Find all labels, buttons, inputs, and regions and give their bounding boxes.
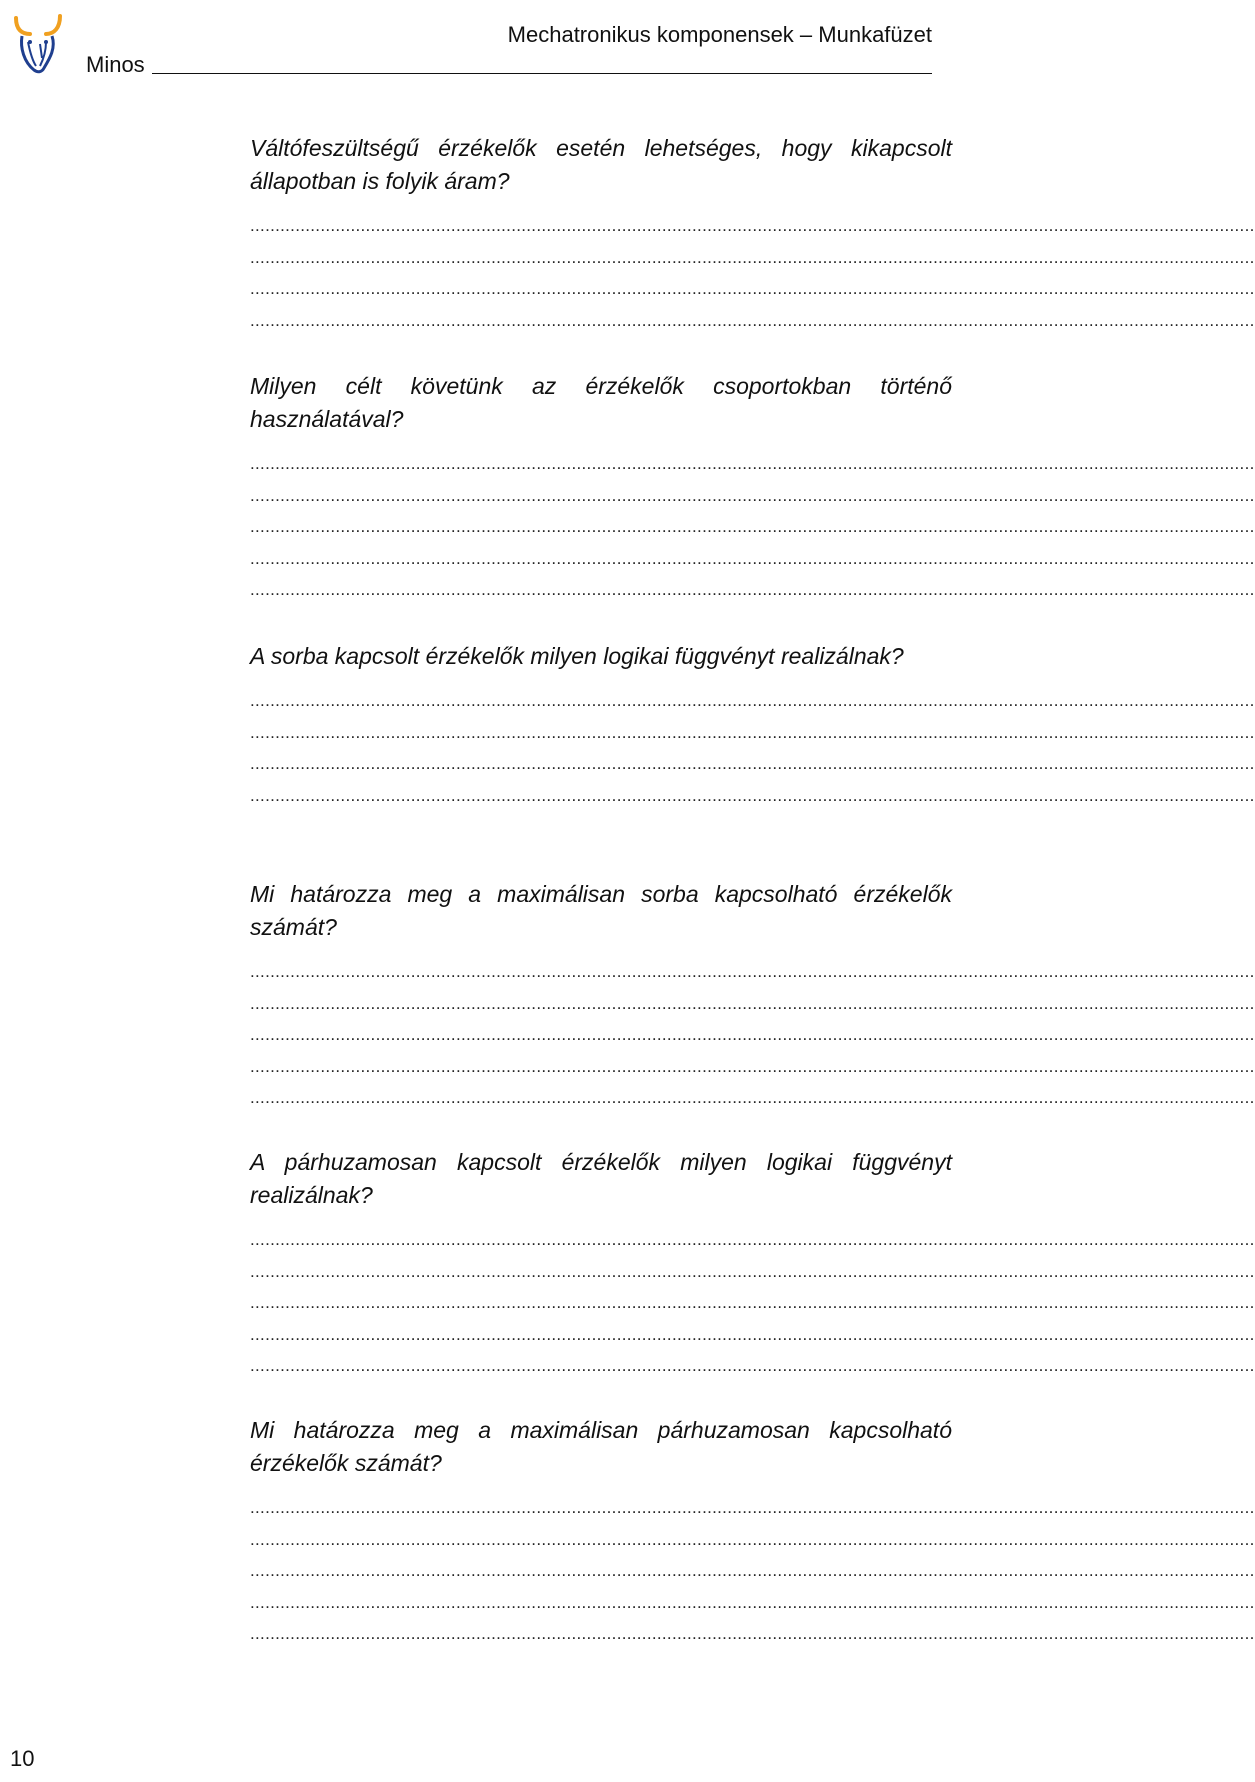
question-text: A sorba kapcsolt érzékelők milyen logikai függvényt realizálnak? [250,643,904,669]
answer-line[interactable]: ........................................................................................................................................................................................................ [250,1498,1255,1517]
question-text: A párhuzamosan kapcsolt érzékelők milyen logikai függvényt realizálnak? [250,1149,952,1208]
answer-line[interactable]: ........................................................................................................................................................................................................ [250,1293,1255,1312]
answer-area[interactable] [250,1492,1255,1650]
answer-line[interactable]: ........................................................................................................................................................................................................ [250,216,1255,235]
answer-line[interactable]: ........................................................................................................................................................................................................ [250,1025,1255,1044]
answer-line[interactable]: ........................................................................................................................................................................................................ [250,785,1255,805]
question-5 [250,1146,1255,1382]
answer-line[interactable]: ........................................................................................................................................................................................................ [250,1230,1255,1249]
answer-line[interactable]: ........................................................................................................................................................................................................ [250,1261,1255,1281]
answer-line[interactable]: ........................................................................................................................................................................................................ [250,454,1255,473]
brand-name: Minos [86,52,145,77]
answer-area[interactable] [250,956,1255,1114]
question-4 [250,878,1255,1114]
answer-line[interactable]: ........................................................................................................................................................................................................ [250,754,1255,773]
answer-area[interactable] [250,1224,1255,1382]
answer-line[interactable]: ........................................................................................................................................................................................................ [250,1088,1255,1107]
answer-area[interactable] [250,210,1255,336]
answer-area[interactable] [250,685,1255,811]
answer-line[interactable]: ........................................................................................................................................................................................................ [250,691,1255,710]
answer-line[interactable]: ........................................................................................................................................................................................................ [250,1056,1255,1076]
question-text: Váltófeszültségű érzékelők esetén lehetséges, hogy kikapcsolt állapotban is folyik áram? [250,135,952,194]
answer-line[interactable]: ........................................................................................................................................................................................................ [250,1529,1255,1549]
minos-bull-logo-icon [12,12,64,76]
answer-line[interactable]: ........................................................................................................................................................................................................ [250,1561,1255,1580]
answer-line[interactable]: ........................................................................................................................................................................................................ [250,1356,1255,1375]
question-3 [250,640,1255,811]
question-text: Milyen célt követünk az érzékelők csoportokban történő használatával? [250,373,952,432]
answer-line[interactable]: ........................................................................................................................................................................................................ [250,310,1255,330]
answer-area[interactable] [250,448,1255,606]
question-2 [250,370,1255,606]
answer-line[interactable]: ........................................................................................................................................................................................................ [250,1592,1255,1612]
header-underline [152,73,932,74]
document-title: Mechatronikus komponensek – Munkafüzet [507,22,932,47]
answer-line[interactable]: ........................................................................................................................................................................................................ [250,722,1255,742]
answer-line[interactable]: ........................................................................................................................................................................................................ [250,548,1255,568]
answer-line[interactable]: ........................................................................................................................................................................................................ [250,580,1255,599]
answer-line[interactable]: ........................................................................................................................................................................................................ [250,962,1255,981]
answer-line[interactable]: ........................................................................................................................................................................................................ [250,1324,1255,1344]
question-text: Mi határozza meg a maximálisan párhuzamosan kapcsolható érzékelők számát? [250,1417,952,1476]
page-number: 10 [10,1746,35,1771]
question-6 [250,1414,1255,1650]
question-text: Mi határozza meg a maximálisan sorba kapcsolható érzékelők számát? [250,881,952,940]
answer-line[interactable]: ........................................................................................................................................................................................................ [250,485,1255,505]
answer-line[interactable]: ........................................................................................................................................................................................................ [250,517,1255,536]
question-1 [250,132,1255,336]
answer-line[interactable]: ........................................................................................................................................................................................................ [250,1624,1255,1643]
answer-line[interactable]: ........................................................................................................................................................................................................ [250,993,1255,1013]
answer-line[interactable]: ........................................................................................................................................................................................................ [250,247,1255,267]
answer-line[interactable]: ........................................................................................................................................................................................................ [250,279,1255,298]
